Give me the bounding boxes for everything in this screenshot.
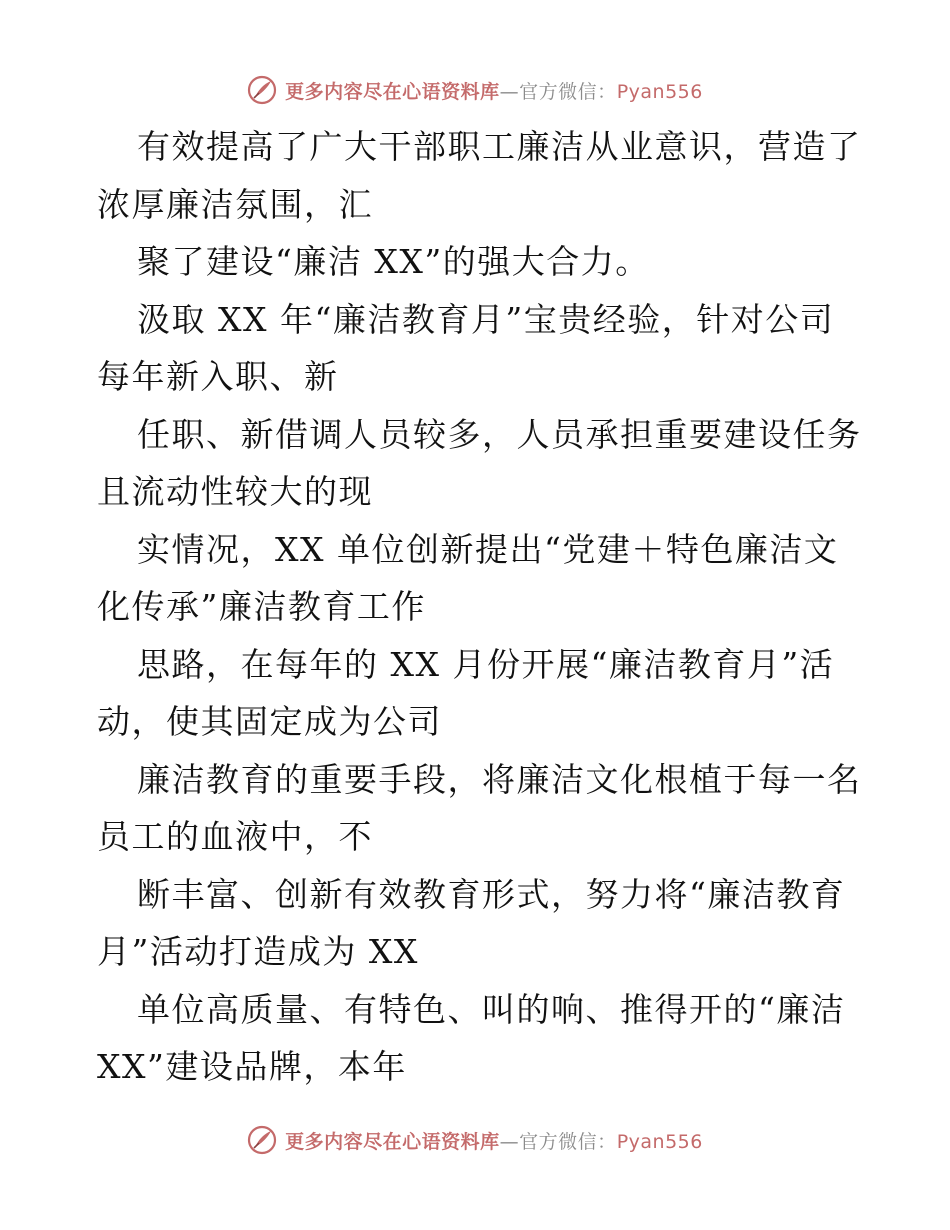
footer-banner: [0, 1120, 950, 1160]
text-line: 且流动性较大的现: [97, 472, 373, 511]
banner-wechat-label: 官方微信: [519, 1130, 598, 1153]
paragraph: [97, 521, 857, 636]
banner-separator: —: [499, 80, 520, 103]
text-line: 思路，在每年的 XX 月份开展“廉洁教育月”活: [137, 644, 835, 684]
banner-main-text: 更多内容尽在心语资料库: [285, 1130, 500, 1153]
text-line: 汲取 XX 年“廉洁教育月”宝贵经验，针对公司: [137, 299, 835, 339]
paragraph: [97, 866, 857, 981]
paragraph: [97, 118, 862, 233]
feather-pen-logo-icon: [247, 1125, 277, 1155]
text-line: 实情况，XX 单位创新提出“党建＋特色廉洁文: [137, 529, 839, 569]
text-line: 月”活动打造成为 XX: [97, 932, 419, 971]
text-line: 化传承”廉洁教育工作: [97, 587, 426, 626]
banner-colon: ：: [597, 1130, 617, 1153]
text-line: 任职、新借调人员较多，人员承担重要建设任务: [137, 414, 862, 454]
text-line: XX”建设品牌，本年: [97, 1047, 407, 1086]
text-line: 单位高质量、有特色、叫的响、推得开的“廉洁: [137, 989, 846, 1029]
banner-text: [285, 77, 703, 104]
text-line: 聚了建设“廉洁 XX”的强大合力。: [137, 242, 650, 281]
banner-main-text: 更多内容尽在心语资料库: [285, 80, 500, 103]
banner-wechat-label: 官方微信: [519, 80, 598, 103]
document-body: [97, 118, 862, 1096]
text-line: 浓厚廉洁氛围，汇: [97, 184, 373, 224]
text-line: 员工的血液中，不: [97, 817, 373, 856]
banner-text: [285, 1127, 703, 1154]
feather-pen-logo-icon: [247, 75, 277, 105]
paragraph: [97, 981, 857, 1096]
banner-wechat-id: Pyan556: [616, 1130, 703, 1153]
paragraph: [97, 406, 862, 521]
paragraph: [97, 636, 857, 751]
text-line: 廉洁教育的重要手段，将廉洁文化根植于每一名: [137, 759, 862, 799]
paragraph: [97, 291, 857, 406]
paragraph: [97, 751, 862, 866]
text-line: 每年新入职、新: [97, 357, 339, 396]
banner-colon: ：: [597, 80, 617, 103]
text-line: 有效提高了广大干部职工廉洁从业意识，营造了: [137, 127, 862, 166]
banner-wechat-id: Pyan556: [616, 80, 703, 103]
banner-separator: —: [499, 1130, 520, 1153]
text-line: 动，使其固定成为公司: [97, 702, 442, 741]
text-line: 断丰富、创新有效教育形式，努力将“廉洁教育: [137, 874, 846, 914]
header-banner: [0, 70, 950, 110]
paragraph: [97, 233, 857, 291]
